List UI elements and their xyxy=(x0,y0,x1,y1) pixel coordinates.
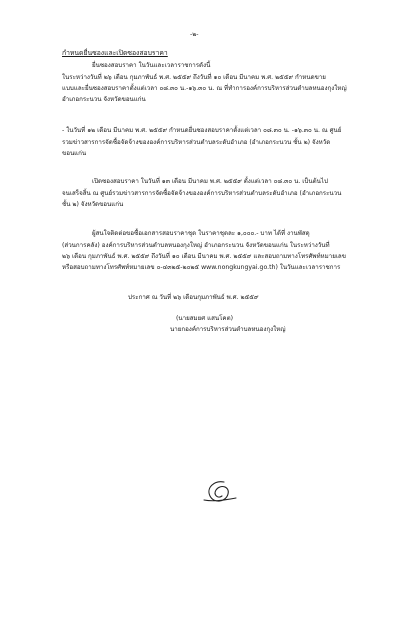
opening-line-1: เปิดซองสอบราคา ในวันที่ ๑๓ เดือน มีนาคม พ.ศ. ๒๕๕๙ ตั้งแต่เวลา ๐๘.๓๐ น. เป็นต้นไป xyxy=(92,178,328,185)
opening-line-3: ชั้น ๒) จังหวัดขอนแก่น xyxy=(62,201,124,208)
opening-line-2: จนเสร็จสิ้น ณ ศูนย์รวมข่าวสารการจัดซื้อจัดจ้างขององค์การบริหารส่วนตำบลระดับอำเภอ (อำเภอกระนวน xyxy=(62,190,342,197)
signatory-position: นายกองค์การบริหารส่วนตำบลหนองกุงใหญ่ xyxy=(170,326,286,333)
center-submission-line-3: ขอนแก่น xyxy=(62,150,87,157)
signature-mark xyxy=(200,478,240,508)
center-submission-line-2: รวมข่าวสารการจัดซื้อจัดจ้างขององค์การบริหารส่วนตำบลระดับอำเภอ (อำเภอกระนวน ชั้น ๒) จังหวัด xyxy=(62,139,331,146)
purchase-line-2: (ส่วนการคลัง) องค์การบริหารส่วนตำบลหนองกุงใหญ่ อำเภอกระนวน จังหวัดขอนแก่น ในระหว่างวันที่ xyxy=(62,242,330,249)
announcement-date: ประกาศ ณ วันที่ ๒๖ เดือนกุมภาพันธ์ พ.ศ. ๒๕๕๙ xyxy=(128,294,259,301)
purchase-line-1: ผู้สนใจติดต่อขอซื้อเอกสารสอบราคาชุด ในราคาชุดละ ๑,๐๐๐.- บาท ได้ที่ งานพัสดุ xyxy=(92,230,310,237)
purchase-line-3: ๒๖ เดือน กุมภาพันธ์ พ.ศ. ๒๕๕๙ ถึงวันที่ ๑๐ เดือน มีนาคม พ.ศ. ๒๕๕๙ และสอบถามทางโทรศัพท์หมายเลข xyxy=(62,253,346,260)
submission-line-1: ในระหว่างวันที่ ๒๖ เดือน กุมภาพันธ์ พ.ศ. ๒๕๕๙ ถึงวันที่ ๑๐ เดือน มีนาคม พ.ศ. ๒๕๕๙ กำหนดขาย xyxy=(62,74,326,81)
section-title: กำหนดยื่นซองและเปิดซองสอบราคา xyxy=(62,49,168,57)
submission-line-3: อำเภอกระนวน จังหวัดขอนแก่น xyxy=(62,96,146,103)
submission-heading: ยื่นซองสอบราคา ในวันและเวลาราชการดังนี้ xyxy=(92,62,211,69)
purchase-line-4: หรือสอบถามทางโทรศัพท์หมายเลข ๐-๔๓๒๕-๒๐๒๕ www.nongkungyai.go.th) ในวันและเวลาราชการ xyxy=(62,264,341,271)
submission-line-2: แบบและยื่นซองสอบราคาตั้งแต่เวลา ๐๘.๓๐ น.-๑๖.๓๐ น. ณ ที่ทำการองค์การบริหารส่วนตำบลหนองกุงใหญ่ xyxy=(62,85,347,92)
page-number: -๒- xyxy=(190,31,199,38)
signatory-name: (นายสมยศ แสนโคต) xyxy=(176,315,234,322)
center-submission-line-1: - ในวันที่ ๑๒ เดือน มีนาคม พ.ศ. ๒๕๕๙ กำหนดยื่นซองสอบราคาตั้งแต่เวลา ๐๘.๓๐ น. -๑๖.๓๐ น. ณ ศูนย์ xyxy=(62,127,342,134)
